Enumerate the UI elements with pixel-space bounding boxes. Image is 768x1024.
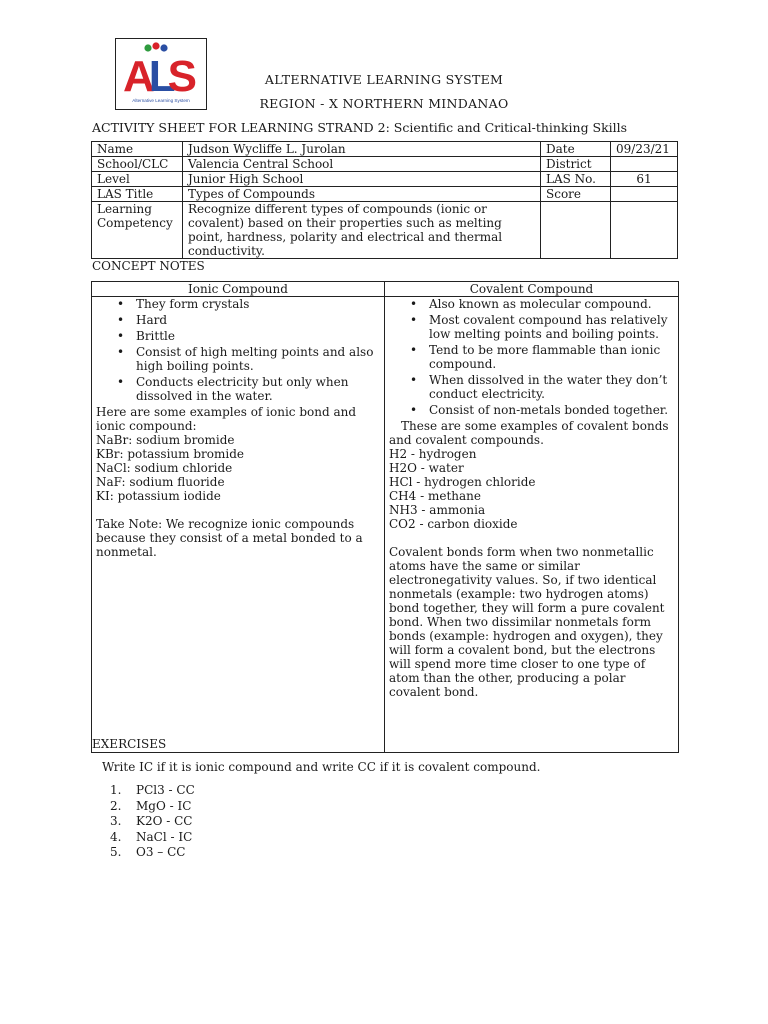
competency-label: Learning Competency: [92, 202, 183, 259]
covalent-paragraph: Covalent bonds form when two nonmetallic atoms have the same or similar electronegativity values. So, if two identical nonmetals (example: two hydrogen atoms) bond together, they will form a pure covalent bond. When two dissimilar nonmetals form bonds (example: hydrogen and oxygen), they will form a covalent bond, but the electrons will spend more time closer to one type of atom than the other, producing a polar covalent bond.: [389, 545, 665, 699]
covalent-example: NH3 - ammonia: [389, 503, 486, 517]
covalent-column: [385, 297, 679, 753]
ionic-column: [92, 297, 385, 753]
district-label: District: [541, 157, 611, 172]
logo-dot-green: [144, 44, 151, 51]
covalent-example: H2O - water: [389, 461, 464, 475]
ionic-example: NaCl: sodium chloride: [96, 461, 233, 475]
header-line-1: ALTERNATIVE LEARNING SYSTEM: [264, 72, 504, 87]
level-label: Level: [92, 172, 183, 187]
district-value: [611, 157, 678, 172]
school-label: School/CLC: [92, 157, 183, 172]
logo-tagline: Alternative Learning System: [132, 98, 190, 103]
exercises-title: EXERCISES: [92, 737, 167, 751]
answer-text: MgO - IC: [136, 798, 192, 813]
date-value: 09/23/21: [611, 142, 678, 157]
logo-dot-red: [152, 42, 159, 49]
answer-number: 2.: [110, 798, 122, 813]
info-row-level: [92, 172, 678, 187]
list-item: • Tend to be more flammable than ionic compound.: [429, 343, 674, 371]
answer-text: O3 – CC: [136, 845, 186, 859]
las-no-value: 61: [611, 172, 678, 187]
info-row-title: [92, 187, 678, 202]
ionic-bullets: [96, 297, 380, 403]
exercises-instruction: Write IC if it is ionic compound and write CC if it is covalent compound.: [102, 760, 541, 774]
name-value: Judson Wycliffe L. Jurolan: [183, 142, 541, 157]
las-title-value: Types of Compounds: [183, 187, 541, 202]
date-label: Date: [541, 142, 611, 157]
ionic-header: Ionic Compound: [92, 282, 385, 297]
covalent-example: CH4 - methane: [389, 489, 481, 503]
competency-value: Recognize different types of compounds (ionic or covalent) based on their properties such as melting point, hardness, polarity and electrical and thermal conductivity.: [183, 202, 541, 259]
ionic-example: KBr: potassium bromide: [96, 447, 244, 461]
info-row-name: [92, 142, 678, 157]
list-item: • When dissolved in the water they don’t conduct electricity.: [429, 373, 674, 401]
list-item: • Conducts electricity but only when dissolved in the water.: [136, 375, 380, 403]
list-item: • Brittle: [136, 329, 380, 343]
sheet-title: ACTIVITY SHEET FOR LEARNING STRAND 2: Scientific and Critical-thinking Skills: [92, 120, 628, 135]
list-item: [110, 783, 195, 799]
list-item: • They form crystals: [136, 297, 380, 311]
logo-dot-blue: [160, 44, 167, 51]
answer-text: K2O - CC: [136, 814, 193, 828]
student-info-table: [91, 141, 678, 259]
header-line-2: REGION - X NORTHERN MINDANAO: [259, 96, 509, 111]
covalent-example: H2 - hydrogen: [389, 447, 477, 461]
las-title-label: LAS Title: [92, 187, 183, 202]
list-item: [110, 830, 195, 846]
ionic-example: KI: potassium iodide: [96, 489, 221, 503]
concept-notes-table: [91, 281, 679, 753]
answer-text: PCl3 - CC: [136, 783, 195, 797]
list-item: • Most covalent compound has relatively low melting points and boiling points.: [429, 313, 674, 341]
competency-empty-2: [611, 202, 678, 259]
name-label: Name: [92, 142, 183, 157]
list-item: • Also known as molecular compound.: [429, 297, 674, 311]
covalent-bullets: [389, 297, 674, 417]
info-row-competency: [92, 202, 678, 259]
answer-number: 1.: [110, 783, 122, 797]
covalent-example: CO2 - carbon dioxide: [389, 517, 518, 531]
covalent-examples-intro: These are some examples of covalent bonds and covalent compounds.: [389, 419, 669, 447]
ionic-take-note: Take Note: We recognize ionic compounds because they consist of a metal bonded to a nonmetal.: [96, 517, 363, 559]
level-value: Junior High School: [183, 172, 541, 187]
info-row-school: [92, 157, 678, 172]
list-item: [110, 799, 195, 815]
score-value: [611, 187, 678, 202]
answer-number: 3.: [110, 814, 122, 828]
list-item: [110, 845, 195, 861]
answer-number: 5.: [110, 845, 122, 859]
score-label: Score: [541, 187, 611, 202]
competency-empty-1: [541, 202, 611, 259]
ionic-example: NaBr: sodium bromide: [96, 433, 235, 447]
list-item: • Hard: [136, 313, 380, 327]
ionic-example: NaF: sodium fluoride: [96, 475, 225, 489]
las-no-label: LAS No.: [541, 172, 611, 187]
list-item: • Consist of non-metals bonded together.: [429, 403, 674, 417]
list-item: [110, 814, 195, 830]
answer-number: 4.: [110, 829, 122, 844]
covalent-header: Covalent Compound: [385, 282, 679, 297]
logo-letters: ALS: [122, 52, 198, 101]
ionic-examples-intro: Here are some examples of ionic bond and ionic compound:: [96, 405, 357, 433]
list-item: • Consist of high melting points and also high boiling points.: [136, 345, 380, 373]
exercise-answers: [110, 783, 195, 861]
school-value: Valencia Central School: [183, 157, 541, 172]
answer-text: NaCl - IC: [136, 829, 193, 844]
concept-notes-title: CONCEPT NOTES: [92, 259, 205, 273]
covalent-example: HCl - hydrogen chloride: [389, 475, 536, 489]
